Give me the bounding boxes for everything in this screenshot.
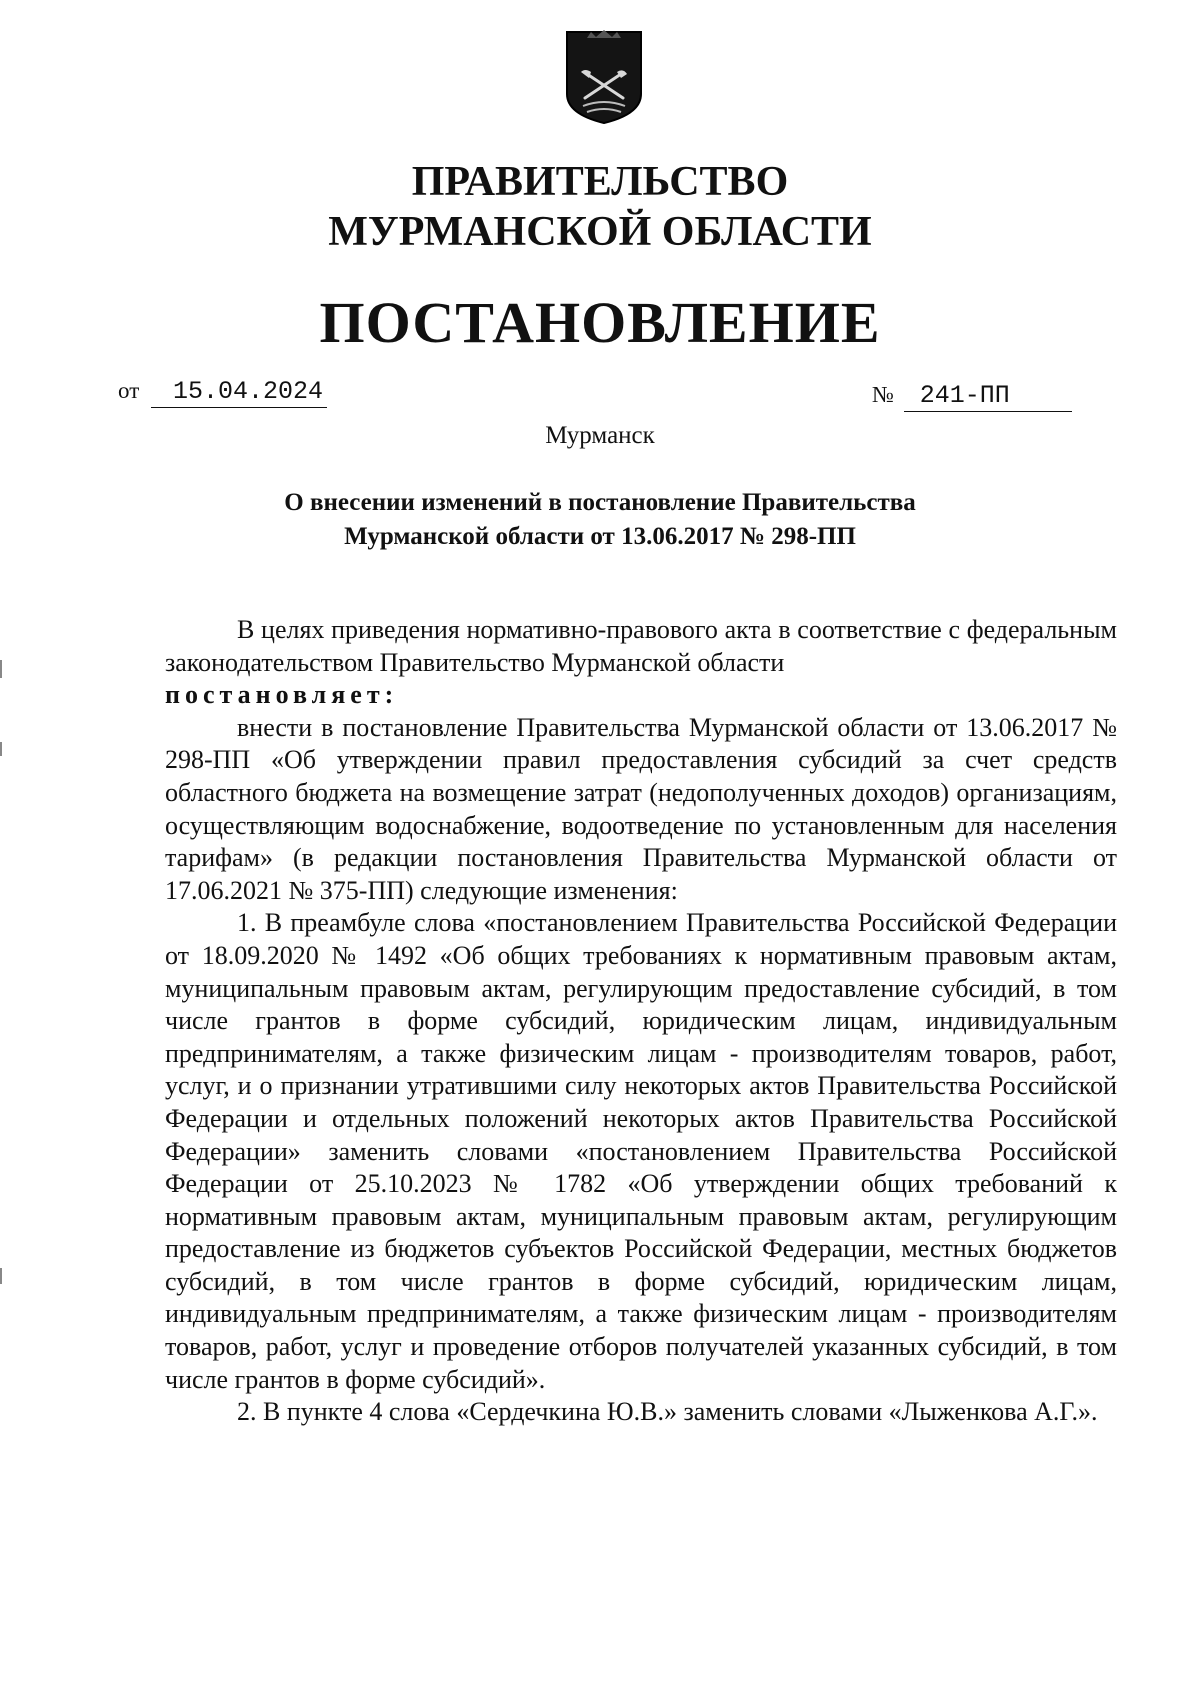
coat-of-arms-icon bbox=[563, 28, 645, 126]
government-title-line2: МУРМАНСКОЙ ОБЛАСТИ bbox=[328, 209, 872, 255]
body-intro-paragraph bbox=[165, 614, 1117, 679]
body-intro: В целях приведения нормативно-правового акта в соответствие с федеральным законодательством Правительство Мурманской области bbox=[165, 615, 1117, 677]
scan-artifact bbox=[0, 660, 2, 678]
document-type-title: ПОСТАНОВЛЕНИЕ bbox=[319, 290, 881, 355]
number-prefix: № bbox=[872, 382, 894, 407]
document-city: Мурманск bbox=[545, 422, 655, 449]
subject-line1: О внесении изменений в постановление Правительства bbox=[284, 489, 916, 516]
body-resolves: постановляет: bbox=[165, 680, 399, 710]
subject-line2: Мурманской области от 13.06.2017 № 298-ПП bbox=[344, 523, 856, 550]
document-body bbox=[165, 614, 1117, 1429]
scan-artifact bbox=[0, 742, 2, 756]
date-row bbox=[118, 376, 327, 408]
document-subject bbox=[150, 486, 1050, 554]
scan-artifact bbox=[0, 1268, 2, 1284]
body-lead: внести в постановление Правительства Мурманской области от 13.06.2017 № 298-ПП «Об утверждении правил предоставления субсидий за счет средств областного бюджета на возмещение затрат (недополученных доходов) организациям, осуществляющим водоснабжение, водоотведение по установленным для населения тарифам» (в редакции постановления Правительства Мурманской области от 17.06.2021 № 375-ПП) следующие изменения: bbox=[165, 712, 1117, 905]
number-row bbox=[872, 380, 1072, 412]
body-item-1: 1. В преамбуле слова «постановлением Правительства Российской Федерации от 18.09.2020 № 1492 «Об общих требованиях к нормативным правовым актам, муниципальным правовым актам, регулирующим предоставление субсидий, в том числе грантов в форме субсидий, юридическим лицам, индивидуальным предпринимателям, а также физическим лицам - производителям товаров, работ, услуг, и о признании утратившими силу некоторых актов Правительства Российской Федерации и отдельных положений некоторых актов Правительства Российской Федерации» заменить словами «постановлением Правительства Российской Федерации от 25.10.2023 № 1782 «Об утверждении общих требований к нормативным правовым актам, муниципальным правовым актам, регулирующим предоставление из бюджетов субъектов Российской Федерации, местных бюджетов субсидий, в том числе грантов в форме субсидий, юридическим лицам, индивидуальным предпринимателям, а также физическим лицам - производителям товаров, работ, услуг и проведение отборов получателей указанных субсидий, в том числе грантов в форме субсидий». bbox=[165, 908, 1117, 1394]
document-date: 15.04.2024 bbox=[151, 377, 327, 408]
government-title-line1: ПРАВИТЕЛЬСТВО bbox=[411, 159, 789, 205]
body-resolves-paragraph bbox=[165, 679, 1117, 712]
date-prefix: от bbox=[118, 378, 140, 403]
document-number: 241-ПП bbox=[904, 381, 1072, 412]
body-item-2: 2. В пункте 4 слова «Сердечкина Ю.В.» заменить словами «Лыженкова А.Г.». bbox=[237, 1397, 1098, 1427]
